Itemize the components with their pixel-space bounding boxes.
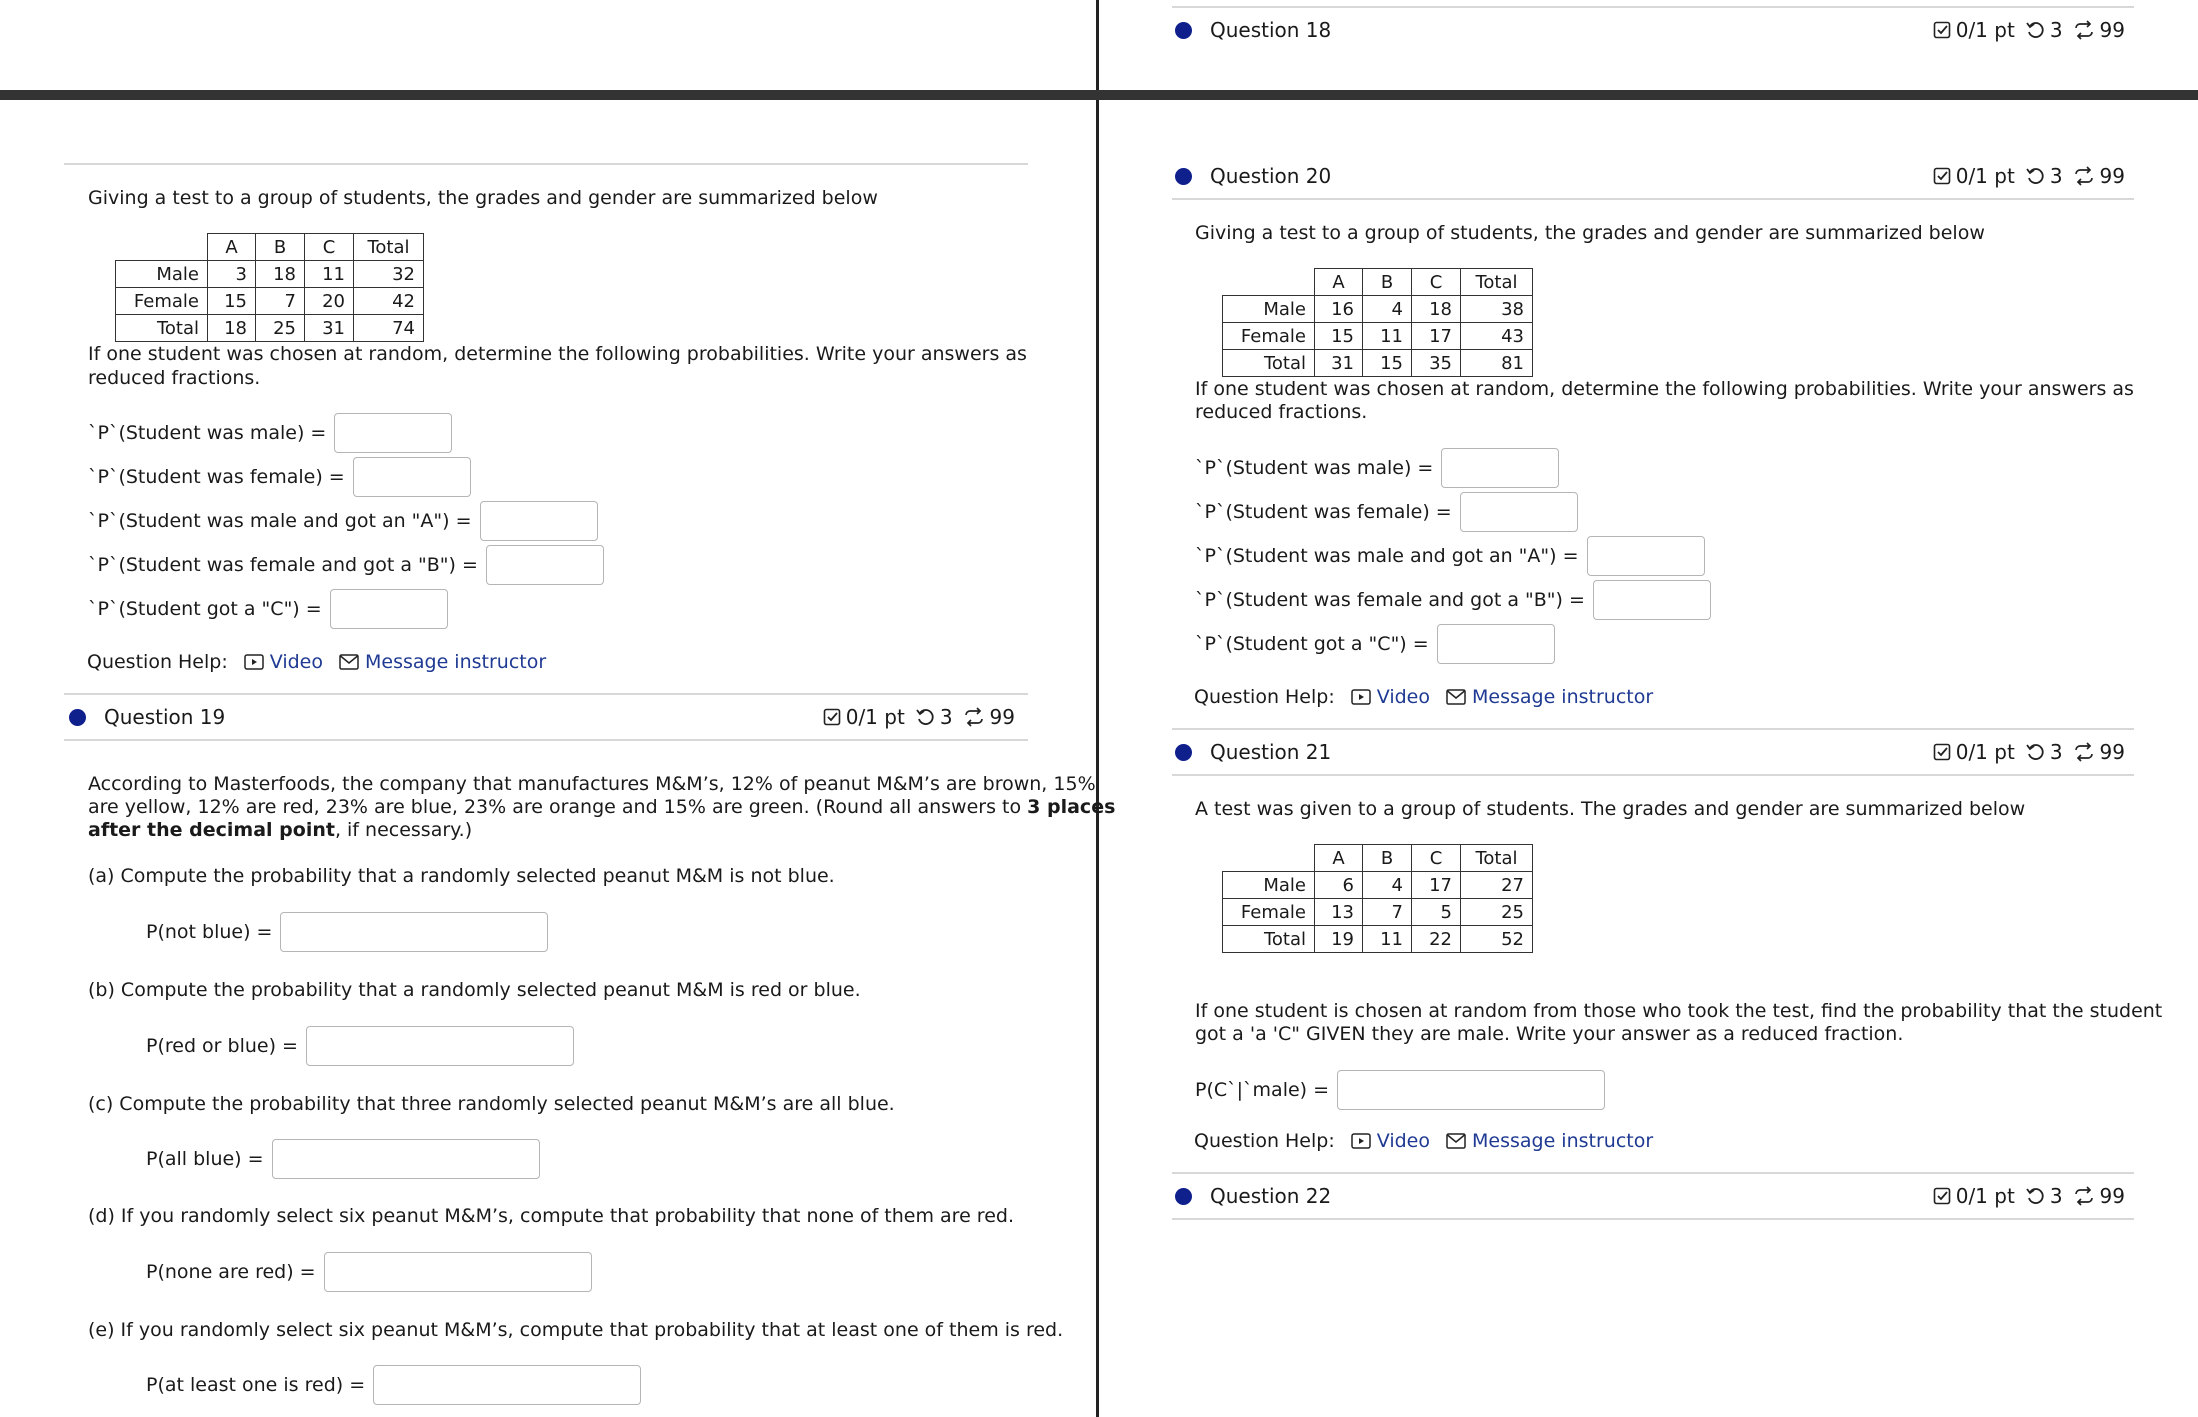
message-link-label[interactable]: Message instructor <box>1471 1130 1654 1152</box>
row-label: Male <box>1223 296 1315 323</box>
table-header: A <box>208 234 256 261</box>
q21-intro: A test was given to a group of students. The grades and gender are summarized below <box>1195 798 2026 820</box>
left-prob-female-b <box>88 543 604 587</box>
q20-retries: 3 <box>2049 164 2063 188</box>
q20-meta <box>1923 164 2125 188</box>
table-header: C <box>305 234 354 261</box>
row-label: Total <box>116 315 208 342</box>
left-grades-table <box>115 233 424 342</box>
q20-attempts: 99 <box>2099 164 2125 188</box>
prob-label: `P`(Student got a "C") = <box>1195 633 1429 655</box>
table-row <box>116 261 424 288</box>
q21-attempts: 99 <box>2099 740 2125 764</box>
left-question-help <box>87 647 546 677</box>
row-label: Female <box>1223 899 1315 926</box>
q20-question-help <box>1194 682 1653 712</box>
q19-part-b-answer <box>146 1024 574 1068</box>
q22-title[interactable]: Question 22 <box>1210 1184 1332 1208</box>
q19-intro-3 <box>88 818 472 842</box>
retry-icon <box>2025 742 2045 762</box>
left-grades-intro: Giving a test to a group of students, the grades and gender are summarized below <box>88 187 878 209</box>
table-cell: 43 <box>1461 323 1533 350</box>
row-label: Total <box>1223 350 1315 377</box>
mail-icon <box>1446 689 1466 705</box>
q21-grades-table <box>1222 844 1533 953</box>
q20-instructions-2: reduced fractions. <box>1195 401 1368 423</box>
q19-status-dot <box>69 709 86 726</box>
row-label: Male <box>1223 872 1315 899</box>
table-cell: 15 <box>1363 350 1412 377</box>
table-header: Total <box>354 234 424 261</box>
retry-icon <box>915 707 935 727</box>
table-cell: 4 <box>1363 872 1412 899</box>
answer-input[interactable] <box>324 1252 592 1292</box>
message-link-label[interactable]: Message instructor <box>1471 686 1654 708</box>
q20-prob-female <box>1195 490 1578 534</box>
q19-bottom-rule <box>64 739 1028 741</box>
answer-input[interactable] <box>330 589 448 629</box>
q21-header[interactable] <box>1175 730 2125 774</box>
q21-points: 0/1 pt <box>1955 740 2015 764</box>
table-cell: 18 <box>256 261 305 288</box>
answer-input[interactable] <box>1593 580 1711 620</box>
table-header: A <box>1315 269 1363 296</box>
retry-icon <box>2025 20 2045 40</box>
attempts-icon <box>963 707 985 727</box>
table-cell: 16 <box>1315 296 1363 323</box>
table-header-row <box>116 234 424 261</box>
q19-intro-3a: after the decimal point <box>88 819 335 841</box>
column-divider <box>1096 0 1099 1417</box>
q19-intro-3b: , if necessary.) <box>334 819 473 841</box>
q22-attempts: 99 <box>2099 1184 2125 1208</box>
q19-part-b-question: (b) Compute the probability that a randomly selected peanut M&M is red or blue. <box>88 979 861 1001</box>
table-header: Total <box>1461 845 1533 872</box>
video-link-label[interactable]: Video <box>1376 1130 1430 1152</box>
q18-meta <box>1923 18 2125 42</box>
message-instructor-link[interactable] <box>339 651 546 673</box>
q19-part-c-answer <box>146 1137 540 1181</box>
table-cell: 7 <box>1363 899 1412 926</box>
table-cell: 42 <box>354 288 424 315</box>
q21-status-dot <box>1175 744 1192 761</box>
help-label: Question Help: <box>1194 686 1335 708</box>
table-cell: 19 <box>1315 926 1363 953</box>
table-header: B <box>256 234 305 261</box>
table-row <box>1223 296 1533 323</box>
table-cell: 18 <box>208 315 256 342</box>
video-link[interactable] <box>1351 686 1430 708</box>
checkbox-icon <box>1933 21 1951 39</box>
answer-input[interactable] <box>1337 1070 1605 1110</box>
video-link-label[interactable]: Video <box>269 651 323 673</box>
table-cell: 11 <box>1363 323 1412 350</box>
attempts-icon <box>2073 1186 2095 1206</box>
video-link[interactable] <box>244 651 323 673</box>
q19-intro-1: According to Masterfoods, the company that manufactures M&M’s, 12% of peanut M&M’s are brown, 15% <box>88 773 1096 795</box>
q19-part-a-question: (a) Compute the probability that a randomly selected peanut M&M is not blue. <box>88 865 835 887</box>
table-row <box>1223 350 1533 377</box>
retry-icon <box>2025 166 2045 186</box>
q18-status-dot <box>1175 22 1192 39</box>
q21-bottom-rule <box>1172 774 2134 776</box>
mail-icon <box>1446 1133 1466 1149</box>
q22-points: 0/1 pt <box>1955 1184 2015 1208</box>
q20-points: 0/1 pt <box>1955 164 2015 188</box>
answer-input[interactable] <box>1587 536 1705 576</box>
mail-icon <box>339 654 359 670</box>
checkbox-icon <box>1933 743 1951 761</box>
left-prob-c <box>88 587 448 631</box>
q22-status-dot <box>1175 1188 1192 1205</box>
prob-label: P(C`|`male) = <box>1195 1079 1330 1101</box>
q19-retries: 3 <box>939 705 953 729</box>
q20-grades-table <box>1222 268 1533 377</box>
q19-part-e-question: (e) If you randomly select six peanut M&M’s, compute that probability that at least one of them is red. <box>88 1319 1064 1341</box>
table-row <box>1223 872 1533 899</box>
q22-header[interactable] <box>1175 1174 2125 1218</box>
prob-label: `P`(Student was male and got an "A") = <box>88 510 472 532</box>
prob-label: `P`(Student was female and got a "B") = <box>88 554 478 576</box>
prob-label: P(not blue) = <box>146 921 273 943</box>
table-row <box>1223 323 1533 350</box>
table-cell: 18 <box>1412 296 1461 323</box>
top-divider <box>0 90 2198 100</box>
q18-retries: 3 <box>2049 18 2063 42</box>
answer-input[interactable] <box>1460 492 1578 532</box>
answer-input[interactable] <box>280 912 548 952</box>
left-prob-male <box>88 411 452 455</box>
q21-question-help <box>1194 1126 1653 1156</box>
table-row <box>1223 899 1533 926</box>
table-cell: 11 <box>305 261 354 288</box>
attempts-icon <box>2073 20 2095 40</box>
message-instructor-link[interactable] <box>1446 686 1653 708</box>
row-label: Total <box>1223 926 1315 953</box>
q19-points: 0/1 pt <box>845 705 905 729</box>
table-row <box>1223 926 1533 953</box>
q19-attempts: 99 <box>989 705 1015 729</box>
video-link-label[interactable]: Video <box>1376 686 1430 708</box>
table-cell: 3 <box>208 261 256 288</box>
prob-label: `P`(Student was male) = <box>1195 457 1434 479</box>
q18-attempts: 99 <box>2099 18 2125 42</box>
left-grades-instructions-2: reduced fractions. <box>88 367 261 389</box>
q18-header[interactable] <box>1175 8 2125 52</box>
table-cell: 31 <box>305 315 354 342</box>
table-header-row <box>1223 845 1533 872</box>
q21-retries: 3 <box>2049 740 2063 764</box>
table-header: A <box>1315 845 1363 872</box>
answer-input[interactable] <box>1441 448 1559 488</box>
q21-title[interactable]: Question 21 <box>1210 740 1332 764</box>
left-prob-male-a <box>88 499 598 543</box>
table-cell: 25 <box>256 315 305 342</box>
table-cell: 5 <box>1412 899 1461 926</box>
table-cell: 17 <box>1412 872 1461 899</box>
answer-input[interactable] <box>272 1139 540 1179</box>
q21-answer <box>1195 1068 1605 1112</box>
table-header: C <box>1412 845 1461 872</box>
q19-title[interactable]: Question 19 <box>104 705 226 729</box>
q20-instructions-1: If one student was chosen at random, determine the following probabilities. Write your answers as <box>1195 378 2134 400</box>
q20-status-dot <box>1175 168 1192 185</box>
q19-intro-2a: are yellow, 12% are red, 23% are blue, 23% are orange and 15% are green. (Round all answers to <box>88 796 1028 818</box>
prob-label: P(all blue) = <box>146 1148 264 1170</box>
retry-icon <box>2025 1186 2045 1206</box>
q19-part-d-answer <box>146 1250 592 1294</box>
q21-meta <box>1923 740 2125 764</box>
q20-bottom-rule <box>1172 198 2134 200</box>
prob-label: P(red or blue) = <box>146 1035 298 1057</box>
table-cell: 35 <box>1412 350 1461 377</box>
prob-label: `P`(Student was female and got a "B") = <box>1195 589 1585 611</box>
q22-meta <box>1923 1184 2125 1208</box>
q21-question-1: If one student is chosen at random from those who took the test, find the probability that the student <box>1195 1000 2163 1022</box>
q21-question-2: got a 'a 'C" GIVEN they are male. Write your answer as a reduced fraction. <box>1195 1023 1904 1045</box>
table-cell: 25 <box>1461 899 1533 926</box>
q19-part-d-question: (d) If you randomly select six peanut M&M’s, compute that probability that none of them are red. <box>88 1205 1014 1227</box>
q19-part-e-answer <box>146 1363 641 1407</box>
q19-intro-2 <box>88 795 1115 819</box>
q18-points: 0/1 pt <box>1955 18 2015 42</box>
answer-input[interactable] <box>480 501 598 541</box>
row-label: Male <box>116 261 208 288</box>
checkbox-icon <box>823 708 841 726</box>
checkbox-icon <box>1933 167 1951 185</box>
table-header: B <box>1363 845 1412 872</box>
left-prob-female <box>88 455 471 499</box>
table-cell: 52 <box>1461 926 1533 953</box>
prob-label: `P`(Student was male and got an "A") = <box>1195 545 1579 567</box>
answer-input[interactable] <box>486 545 604 585</box>
q20-header[interactable] <box>1175 154 2125 198</box>
table-cell: 13 <box>1315 899 1363 926</box>
table-cell: 22 <box>1412 926 1461 953</box>
video-link[interactable] <box>1351 1130 1430 1152</box>
table-cell: 27 <box>1461 872 1533 899</box>
table-header: B <box>1363 269 1412 296</box>
attempts-icon <box>2073 166 2095 186</box>
prob-label: `P`(Student was female) = <box>88 466 345 488</box>
table-cell: 7 <box>256 288 305 315</box>
q20-prob-female-b <box>1195 578 1711 622</box>
left-grades-instructions-1: If one student was chosen at random, determine the following probabilities. Write your answers as <box>88 343 1027 365</box>
prob-label: `P`(Student was female) = <box>1195 501 1452 523</box>
table-header: C <box>1412 269 1461 296</box>
video-icon <box>1351 1133 1371 1149</box>
q19-intro-2b: 3 places <box>1027 796 1116 818</box>
q20-prob-male-a <box>1195 534 1705 578</box>
q18-title[interactable]: Question 18 <box>1210 18 1332 42</box>
table-row <box>116 315 424 342</box>
video-icon <box>1351 689 1371 705</box>
answer-input[interactable] <box>306 1026 574 1066</box>
table-header-row <box>1223 269 1533 296</box>
q22-bottom-rule <box>1172 1218 2134 1220</box>
q19-part-a-answer <box>146 910 548 954</box>
help-label: Question Help: <box>1194 1130 1335 1152</box>
table-cell: 11 <box>1363 926 1412 953</box>
table-cell: 15 <box>1315 323 1363 350</box>
row-label: Female <box>1223 323 1315 350</box>
q20-title[interactable]: Question 20 <box>1210 164 1332 188</box>
table-cell: 38 <box>1461 296 1533 323</box>
message-instructor-link[interactable] <box>1446 1130 1653 1152</box>
table-row <box>116 288 424 315</box>
help-label: Question Help: <box>87 651 228 673</box>
table-header: Total <box>1461 269 1533 296</box>
row-label: Female <box>116 288 208 315</box>
answer-input[interactable] <box>334 413 452 453</box>
table-cell: 31 <box>1315 350 1363 377</box>
q20-intro: Giving a test to a group of students, the grades and gender are summarized below <box>1195 222 1985 244</box>
table-cell: 4 <box>1363 296 1412 323</box>
q19-part-c-question: (c) Compute the probability that three randomly selected peanut M&M’s are all blue. <box>88 1093 895 1115</box>
table-cell: 32 <box>354 261 424 288</box>
attempts-icon <box>2073 742 2095 762</box>
table-cell: 6 <box>1315 872 1363 899</box>
message-link-label[interactable]: Message instructor <box>364 651 547 673</box>
table-cell: 15 <box>208 288 256 315</box>
answer-input[interactable] <box>373 1365 641 1405</box>
table-cell: 20 <box>305 288 354 315</box>
left-question-top-rule <box>64 163 1028 165</box>
q22-retries: 3 <box>2049 1184 2063 1208</box>
prob-label: `P`(Student got a "C") = <box>88 598 322 620</box>
answer-input[interactable] <box>1437 624 1555 664</box>
prob-label: P(none are red) = <box>146 1261 316 1283</box>
answer-input[interactable] <box>353 457 471 497</box>
prob-label: P(at least one is red) = <box>146 1374 366 1396</box>
checkbox-icon <box>1933 1187 1951 1205</box>
q20-prob-male <box>1195 446 1559 490</box>
prob-label: `P`(Student was male) = <box>88 422 327 444</box>
table-cell: 17 <box>1412 323 1461 350</box>
q19-header[interactable] <box>69 695 1015 739</box>
table-cell: 74 <box>354 315 424 342</box>
table-cell: 81 <box>1461 350 1533 377</box>
q20-prob-c <box>1195 622 1555 666</box>
video-icon <box>244 654 264 670</box>
q19-meta <box>813 705 1015 729</box>
